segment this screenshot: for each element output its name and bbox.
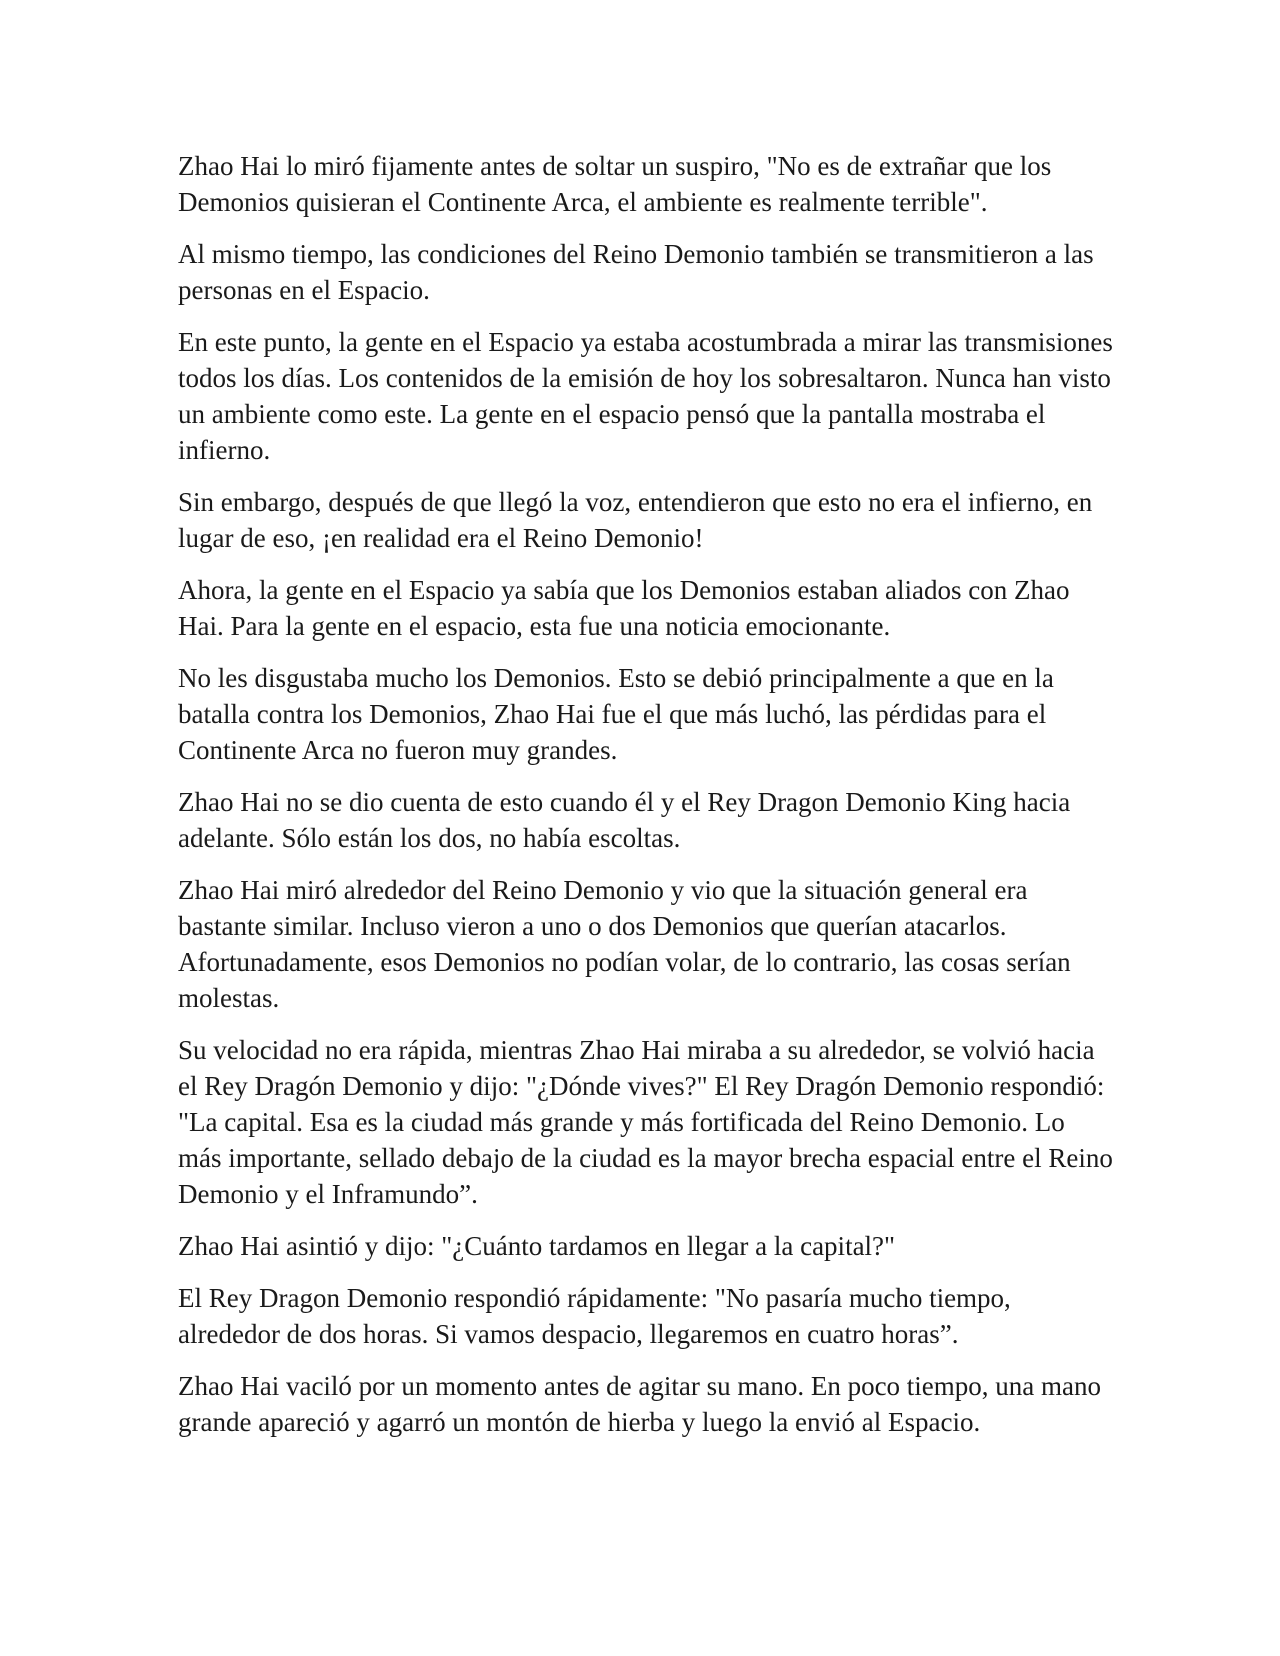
paragraph: Zhao Hai vaciló por un momento antes de agitar su mano. En poco tiempo, una mano grande apareció y agarró un montón de hierba y luego la envió al Espacio. xyxy=(178,1371,1102,1437)
paragraph: Zhao Hai miró alrededor del Reino Demonio y vio que la situación general era bastante similar. Incluso vieron a uno o dos Demonios que querían atacarlos. Afortunadamente, esos Demonios no podían volar, de lo contrario, las cosas serían molestas. xyxy=(178,875,1071,1013)
paragraph: Sin embargo, después de que llegó la voz, entendieron que esto no era el infierno, en lugar de eso, ¡en realidad era el Reino Demonio! xyxy=(178,487,1093,553)
text-body xyxy=(178,148,1114,1456)
paragraph: Al mismo tiempo, las condiciones del Reino Demonio también se transmitieron a las personas en el Espacio. xyxy=(178,239,1094,305)
paragraph: El Rey Dragon Demonio respondió rápidamente: "No pasaría mucho tiempo, alrededor de dos horas. Si vamos despacio, llegaremos en cuatro horas”. xyxy=(178,1283,1011,1349)
paragraph: No les disgustaba mucho los Demonios. Esto se debió principalmente a que en la batalla contra los Demonios, Zhao Hai fue el que más luchó, las pérdidas para el Continente Arca no fueron muy grandes. xyxy=(178,663,1054,765)
paragraph: Su velocidad no era rápida, mientras Zhao Hai miraba a su alrededor, se volvió hacia el Rey Dragón Demonio y dijo: "¿Dónde vives?" El Rey Dragón Demonio respondió: "La capital. Esa es la ciudad más grande y más fortificada del Reino Demonio. Lo más importante, sellado debajo de la ciudad es la mayor brecha espacial entre el Reino Demonio y el Inframundo”. xyxy=(178,1035,1113,1209)
paragraph: Zhao Hai asintió y dijo: "¿Cuánto tardamos en llegar a la capital?" xyxy=(178,1231,896,1261)
paragraph: En este punto, la gente en el Espacio ya estaba acostumbrada a mirar las transmisiones todos los días. Los contenidos de la emisión de hoy los sobresaltaron. Nunca han visto un ambiente como este. La gente en el espacio pensó que la pantalla mostraba el infierno. xyxy=(178,327,1113,465)
paragraph: Ahora, la gente en el Espacio ya sabía que los Demonios estaban aliados con Zhao Hai. Para la gente en el espacio, esta fue una noticia emocionante. xyxy=(178,575,1070,641)
paragraph: Zhao Hai no se dio cuenta de esto cuando él y el Rey Dragon Demonio King hacia adelante. Sólo están los dos, no había escoltas. xyxy=(178,787,1071,853)
paragraph: Zhao Hai lo miró fijamente antes de soltar un suspiro, "No es de extrañar que los Demonios quisieran el Continente Arca, el ambiente es realmente terrible". xyxy=(178,151,1052,217)
